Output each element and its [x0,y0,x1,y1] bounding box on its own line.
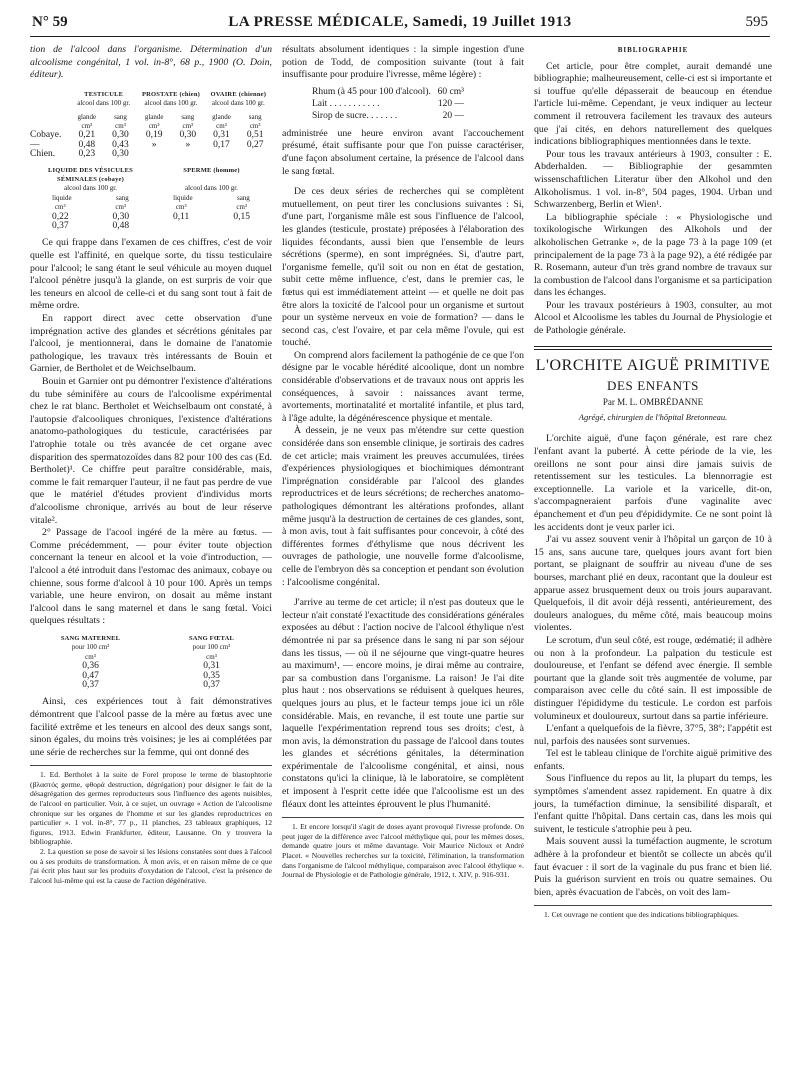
table-seminal [30,166,272,232]
author-role: Agrégé, chirurgien de l'hôpital Bretonneau. [578,411,728,422]
unit: cm³ [206,652,217,661]
col-label: sang [114,112,127,121]
recipe-item [312,110,524,122]
col-label: glande [212,112,231,121]
paragraph: résultats absolument identiques : la simple ingestion d'une potion de Todd, de composition suivante (tout à fait insuffisante pour produire l'ivresse, même légère) : [282,44,524,81]
table-subheader: pour 100 cm³ [192,643,231,652]
table-cell: » [185,139,191,150]
recipe-qty: 60 cm³ [437,86,464,97]
article-title: L'ORCHITE AIGUË PRIMITIVE [535,356,771,374]
recipe-item [312,98,524,110]
table-header: SANG MATERNEL [60,634,121,642]
paragraph: L'orchite aiguë, d'une façon générale, est rare chez l'enfant avant la puberté. À cette période de la vie, les oreillons ne sont pour ainsi dire jamais suivis de retentissement sur les testicules. La blennorragie est exceptionnelle. La variole et la varicelle, dit-on, s'accompagneraient parfois d'une vaginalite avec épanchement et d'un peu d'épididymite. Ce ne sont point là les accidents dont je veux parler ici. [534,433,772,533]
table-cell: 0,37 [203,679,220,690]
footnote: 1. Et encore lorsqu'il s'agit de doses ayant provoqué l'ivresse profonde. On peut juger de la différence avec l'alcool méthylique qui, pour les mêmes doses, demande quatre jours et même davantage. Voir Maurice Nicloux et André Placet. « Nouvelles recherches sur la toxicité, l'élimination, la transformation dans l'organisme de l'alcool méthylique, comparaison avec l'alcool éthylique ». Journal de Physiologie et de Pathologie générale, 1912, t. XIV, p. 916-931. [282,822,524,880]
unit: cm³ [81,122,93,130]
paragraph: Pour tous les travaux antérieurs à 1903, consulter : E. Abderhalden. — Bibliographie der gesammten wissenschaftlichen Literatur über den Alkohol und den Alkoholismus. 1 vol. in-8°, 504 pages, 1904. Urban und Schwarzenberg, Berlin et Wien¹. [534,148,772,211]
footnotes [30,765,272,885]
page-number: 595 [745,14,768,30]
unit: cm³ [54,203,66,212]
column-3 [534,44,772,920]
table-cell: 0,21 [78,130,96,141]
table-cell: 0,30 [112,130,129,141]
paragraph: Tel est le tableau clinique de l'orchite aiguë primitive des enfants. [534,748,772,772]
table-cell: » [151,139,157,150]
column-1 [30,44,272,885]
column-2 [282,44,524,880]
paragraph: J'ai vu assez souvent venir à l'hôpital un garçon de 10 à 15 ans, sans aucune tare, quelques jours avant fort bien portant, se plaignant de souffrir au niveau d'une de ses bourses, marchant plié en deux, racontant que la douleur est apparue assez brusquement deux ou trois jours auparavant. Quelquefois, il dit avoir déjà ressenti, antérieurement, des douleurs analogues, du même côté, mais beaucoup moins violentes. [534,534,772,634]
recipe-name: Sirop de sucre. . . . . . . [312,110,398,121]
table-header: LIQUIDE DES VÉSICULES SÉMINALES (cobaye) [48,166,133,184]
paragraph: Pour les travaux postérieurs à 1903, consulter, au mot Alcool et Alcoolisme les tables du Journal de Physiologie et de Pathologie générale. [534,299,772,337]
footnotes [534,905,772,920]
article-subtitle: DES ENFANTS [607,377,699,393]
table-cell: 0,31 [213,130,230,141]
table-cell: 0,22 [51,211,69,222]
paragraph: L'enfant a quelquefois de la fièvre, 37°5, 38°; l'appétit est nul, parfois des nausées sont survenues. [534,723,772,747]
unit: cm³ [236,203,248,212]
table-subheader: pour 100 cm³ [71,643,110,652]
table-cell: 0,48 [78,139,96,150]
col-label: liquide [52,193,72,202]
table-cell: 0,37 [51,221,69,232]
table-subheader: alcool dans 100 gr. [77,99,131,108]
paragraph: administrée une heure environ avant l'accouchement présumé, était suffisante pour que l'on puisse caractériser, d'une façon absolument certaine, la présence de l'alcool dans le sang fœtal. [282,127,524,177]
unit: cm³ [115,122,126,130]
recipe-qty: 120 — [437,98,464,109]
col-label: sang [115,193,129,202]
recipe-list [312,86,524,122]
article-divider [534,346,772,350]
col-label: glande [77,112,97,121]
footnote: 2. La question se pose de savoir si les lésions constatées sont dues à l'alcool ou à ses produits de transformation. À mon avis, et en raison même de ce que j'ai écrit plus haut sur les produits d'oxydation de l'alcool, c'est la présence de l'alcool lui-même qui est la cause de l'action dégénérative. [30,847,272,885]
col-label: glande [144,112,164,121]
paragraph: J'arrive au terme de cet article; il n'est pas douteux que le lecteur n'ait constaté l'exactitude des considérations générales exposées au début : l'action nocive de l'alcool éthylique n'est démontrée ni par sa présence dans le sang ni par son séjour dans les tissus, — où il ne séjourne que vingt-quatre heures au maximum¹, — encore moins, je dirai même au contraire, par sa combustion dans l'organisme. La raison! Je l'ai dite plus haut : nos observations se réduisent à quelques heures, quelques jours au plus, et le facteur temps joue ici un rôle considérable. Mais, en revanche, il est toute une partie sur laquelle l'expérimentation reprend tous ses droits; c'est, à mon avis, la démonstration du passage de l'alcool dans toutes les glandes et sécrétions génitales, la détermination expérimentale de l'alcoolisme congénital, et ainsi, nous constatons qu'ici la clinique, là le laboratoire, se complètent et imposent à l'esprit cette idée que l'alcoolisme est un des fléaux dont les atteintes éprouvent le plus l'humanité. [282,597,524,810]
section-heading: BIBLIOGRAPHIE [617,46,689,54]
paragraph: De ces deux séries de recherches qui se complètent mutuellement, on peut tirer les conclusions suivantes : Si, d'une part, l'organisme mâle est sous l'influence de l'alcool, les glandes (testicule, prostate) préposées à l'élaboration des liquides fécondants, aussi bien que l'ensemble de leurs sécrétions (sperme), en sont imprégnées. Si, d'autre part, l'organisme femelle, qu'il soit ou non en état de gestation, subit cette même influence, c'est, dans le premier cas, le fœtus qui est immédiatement atteint — et quelle ne doit pas être alors la toxicité de l'alcool pour un organisme et surtout pour un système nerveux en voie de formation? — dans le second cas, c'est l'ovaire, et par cela même l'ovule, qui est touché. [282,186,524,349]
table-cell: 0,30 [112,211,130,222]
table-subheader: alcool dans 100 gr. [185,184,238,193]
table-cell: 0,30 [112,149,129,160]
table-cell: 0,31 [203,661,220,672]
recipe-name: Lait . . . . . . . . . . . [312,98,380,109]
paragraph: Ainsi, ces expériences tout à fait démonstratives démontrent que l'alcool passe de la mère au fœtus avec une facilité extrême et les teneurs en alcool des deux sangs sont, sinon égales, du moins très voisines; je les ai complétées par une série de recherches sur la femme, qui ont donné des [30,696,272,758]
table-header: PROSTATE (chien) [141,90,200,98]
recipe-qty: 20 — [442,110,464,121]
table-cell: 0,27 [246,139,264,150]
paragraph: En rapport direct avec cette observation d'une imprégnation active des glandes et sécrétions génitales par l'alcool, je mentionnerai, dans le domaine de l'anatomie pathologique, les travaux très intéressants de Bouin et Garnier, de Bertholet et de Weichselbaum. [30,313,272,375]
footnotes [282,817,524,880]
paragraph: Bouin et Garnier ont pu démontrer l'existence d'altérations du tube séminifère au cours de l'alcoolisme expérimental chez le rat blanc. Bertholet et Weichselbaum ont constaté, à l'autopsie d'alcooliques chroniques, l'existence d'altérations anatomo-pathologiques du testicule, caractérisées par l'atrophie totale ou très avancée de cet organe avec disparition des spermatozoïdes dans 82 pour 100 des cas (Ed. Bertholet)¹. Ce chiffre peut paraître considérable, mais, comme le fait remarquer l'auteur, il ne faut pas perdre de vue que le matériel d'études provient d'individus morts d'alcoolisme chronique, arrivés au bout de leur réserve vitale². [30,376,272,526]
unit: cm³ [115,203,127,212]
table-header: SANG FŒTAL [188,634,235,642]
paragraph: Mais souvent aussi la tuméfaction augmente, le scrotum adhère à la profondeur et bientôt se collecte un abcès qu'il faut évacuer : il sort de la vaginale du pus franc et bien lié. Puis la guérison survient en trois ou quatre semaines. Ou bien, après évacuation de l'abcès, on voit des lam- [534,836,772,898]
table-blood [30,634,272,690]
col-label: liquide [173,193,193,202]
journal-title: LA PRESSE MÉDICALE, Samedi, 19 Juillet 1913 [228,14,572,30]
reference-continuation: tion de l'alcool dans l'organisme. Détermination d'un alcoolisme congénital, 1 vol. in-8°, 68 p., 1900 (O. Doin, éditeur). [30,44,272,81]
paragraph: Ce qui frappe dans l'examen de ces chiffres, c'est de voir quelle est l'affinité, en quelque sorte, du tissu testiculaire pour l'alcool; le sang étant le seul véhicule au moyen duquel l'alcool pénètre jusqu'à la glande, on est surpris de voir que les teneurs en alcool de celle-ci et du sang sont tout à fait de même ordre. [30,237,272,312]
row-label: Cobaye. [30,130,62,141]
byline: Par M. L. OMBRÉDANNE [602,397,704,408]
footnote: 1. Ed. Bertholet à la suite de Forel propose le terme de blastophtorie (βλαστός germe, φθορά destruction, dégrégation) pour désigner le fait de la désagrégation des germes reproducteurs sous l'influence des agents nuisibles, de l'alcool en particulier. Voir, à ce sujet, un ouvrage « Action de l'alcoolisme chronique sur les organes de l'homme et sur les glandes reproductrices en particulier ». 1 vol. in-8°, 77 p., 11 planches, 23 tableaux graphiques, 12 figures, 1913. Edwin Frankfurter, éditeur, Lausanne. On y trouvera la bibliographie. [30,770,272,847]
unit: cm³ [175,203,187,212]
table-cell: 0,37 [82,679,99,690]
table-header: OVAIRE (chienne) [210,90,267,98]
unit: cm³ [148,122,160,130]
unit: cm³ [249,122,261,130]
table-cell: 0,43 [112,139,129,150]
paragraph: Cet article, pour être complet, aurait demandé une bibliographie; malheureusement, celle-ci est si importante et si touffue qu'elle dépasserait de beaucoup en étendue l'article lui-même. Cependant, je veux indiquer au lecteur comment il retrouvera facilement les travaux des auteurs que j'ai cités, en dehors naturellement des quelques indications bibliographiques mentionnées dans le texte. [534,60,772,148]
paragraph: Le scrotum, d'un seul côté, est rouge, œdématié; il adhère ou non à la profondeur. La palpation du testicule est douloureuse, et l'enfant se défend avec énergie. Il semble pourtant que la glande soit très augmentée de volume, par comparaison avec celle du côté sain. Il est impossible de distinguer l'épididyme du testicule. Le cordon est parfois volumineux et douloureux, surtout dans sa partie inférieure. [534,634,772,722]
col-label: sang [248,112,262,121]
table-cell: 0,47 [82,670,99,681]
table-cell: 0,11 [173,211,190,222]
table-subheader: alcool dans 100 gr. [211,99,265,108]
table-subheader: alcool dans 100 gr. [144,99,198,108]
paragraph: Sous l'influence du repos au lit, la plupart du temps, les symptômes s'amendent assez rapidement. En quatre à dix jours, la tuméfaction diminue, la sensibilité disparaît, et l'enfant quitte l'hôpital. Dans certain cas, dans les mois qui suivent, le testicule s'atrophie peu à peu. [534,773,772,835]
page-header [30,10,770,37]
unit: cm³ [85,652,96,661]
unit: cm³ [182,122,194,130]
table-subheader: alcool dans 100 gr. [64,184,117,193]
table-cell: 0,19 [145,130,163,141]
table-glands [30,90,272,109]
table-cell: 0,51 [246,130,264,141]
recipe-name: Rhum (à 45 pour 100 d'alcool). [312,86,431,97]
footnote: 1. Cet ouvrage ne contient que des indications bibliographiques. [544,910,739,920]
paragraph: À dessein, je ne veux pas m'étendre sur cette question considérée dans son ensemble clinique, je sortirais des cadres de cet article; mais vraiment les preuves accumulées, tirées d'expériences physiologiques et biochimiques démontrant l'imprégnation considérable par l'alcool des glandes reproductrices et de leurs sécrétions; de recherches anatomo-pathologiques démontrant les altérations profondes, allant même jusqu'à la destruction de certaines de ces glandes, sont, à mon avis, tout à fait suffisantes pour concevoir, à côté des différentes formes d'éthylisme que nous décrivent les ouvrages de pathologie, une nouvelle forme d'alcoolisme, celle de l'embryon dès sa conception et pendant son évolution : l'alcoolisme congénital. [282,425,524,588]
paragraph: 2° Passage de l'acool ingéré de la mère au fœtus. — Comme précédemment, — pour éviter toute objection concernant la teneur en alcool et la voie d'introduction, — l'alcool a été introduit dans l'estomac des animaux, cobaye ou chienne, sous forme d'alcool à 10 pour 100. Après un temps variable, une heure environ, on dosait au même instant l'alcool dans le sang maternel et dans le sang fœtal. Voici quelques résultats : [30,527,272,627]
table-glands-body [30,113,272,160]
table-cell: 0,35 [203,670,220,681]
issue-number: N° 59 [32,14,68,30]
paragraph: On comprend alors facilement la pathogénie de ce que l'on désigne par le vocable hérédité alcoolique, dont un nombre considérable d'observations et de travaux nous ont appris les conséquences, à savoir : naissances avant terme, avortements, mortinatalité et mortalité infantile, et plus tard, à l'âge adulte, la dégénérescence physique et mentale. [282,349,524,424]
row-label: — [30,139,40,150]
table-header: TESTICULE [84,90,124,98]
col-label: sang [181,112,195,121]
paragraph: La bibliographie spéciale : « Physiologische und toxikologische Wirkungen des Alkohols und der alkoholischen Getranke », de la page 73 à la page 109 (et principalement de la page 73 à la page 92), a été rédigée par R. Rosemann, auteur d'un très grand nombre de travaux sur la combustion de l'alcool dans l'organisme et sa participation dans les échanges. [534,211,772,299]
table-cell: 0,48 [112,221,130,232]
table-cell: 0,23 [78,149,96,160]
col-label: sang [236,193,250,202]
table-cell: 0,36 [82,661,99,672]
unit: cm³ [216,122,227,130]
table-cell: 0,15 [233,211,250,222]
row-label: Chien. [30,149,56,160]
table-cell: 0,30 [179,130,197,141]
table-cell: 0,17 [213,139,230,150]
recipe-item [312,86,524,98]
table-header: SPERME (homme) [183,166,240,174]
